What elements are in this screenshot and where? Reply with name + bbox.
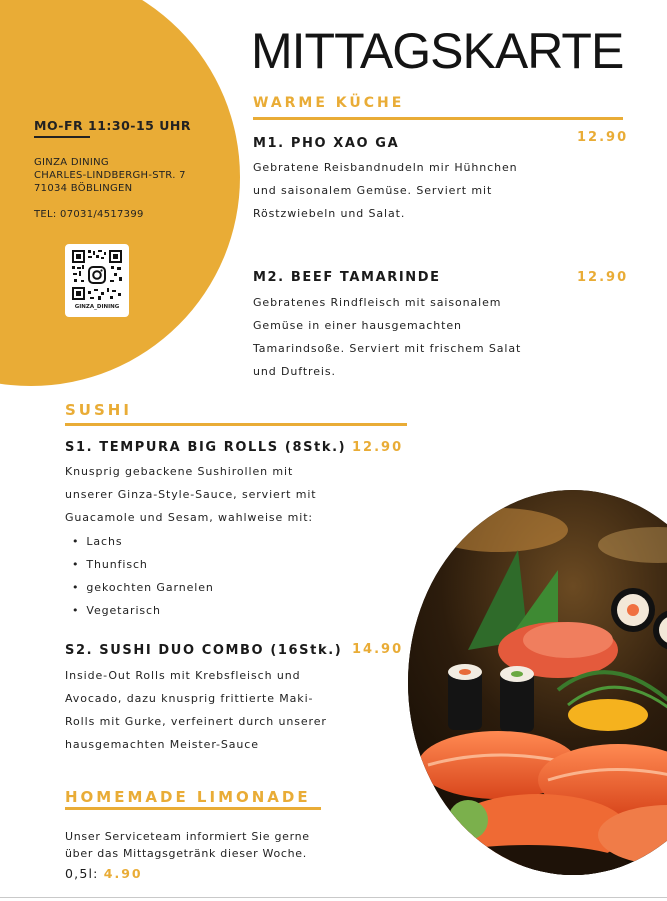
description-line: Rolls mit Gurke, verfeinert durch unserer [65,715,327,728]
item-price-m2: 12.90 [577,270,629,285]
description-line: Röstzwiebeln und Salat. [253,207,406,220]
section-heading-warme-kueche: WARME KÜCHE [253,95,405,111]
section-divider [253,117,623,120]
description-line: unserer Ginza-Style-Sauce, serviert mit [65,488,317,501]
qr-code-icon [71,249,123,301]
item-price-s2: 14.90 [352,642,404,657]
item-description-s1 [65,460,317,529]
qr-label: GINZA_DINING [74,304,120,310]
sushi-photo-illustration [408,490,667,875]
section-divider [65,807,321,810]
item-description-s2 [65,664,327,756]
restaurant-info [34,118,224,220]
page-title: MITTAGSKARTE [251,23,624,79]
section-heading-sushi: SUSHI [65,401,132,419]
description-line: Unser Serviceteam informiert Sie gerne [65,830,310,843]
option-list [72,530,214,622]
description-line: Gemüse in einer hausgemachten [253,319,462,332]
item-title-m1: M1. PHO XAO GA [253,136,400,151]
option-item: • gekochten Garnelen [72,576,214,599]
description-line: und saisonalem Gemüse. Serviert mit [253,184,493,197]
limonade-price: 4.90 [103,866,143,881]
description-line: über das Mittagsgetränk dieser Woche. [65,847,307,860]
item-title-s1: S1. TEMPURA BIG ROLLS (8Stk.) [65,440,347,455]
address-line: CHARLES-LINDBERGH-STR. 7 [34,170,186,181]
telephone: TEL: 07031/4517399 [34,209,144,220]
item-description-m1 [253,156,518,225]
description-line: Gebratenes Rindfleisch mit saisonalem [253,296,502,309]
description-line: Knusprig gebackene Sushirollen mit [65,465,294,478]
opening-hours: MO-FR 11:30-15 UHR [34,118,191,133]
sushi-photo [408,490,667,875]
option-item: • Lachs [72,530,214,553]
item-price-m1: 12.90 [577,130,629,145]
limonade-price-row [65,866,143,881]
description-line: Gebratene Reisbandnudeln mir Hühnchen [253,161,518,174]
item-price-s1: 12.90 [352,440,404,455]
option-item: • Vegetarisch [72,599,214,622]
address-line: 71034 BÖBLINGEN [34,183,133,194]
description-line: hausgemachten Meister-Sauce [65,738,259,751]
item-title-m2: M2. BEEF TAMARINDE [253,270,441,285]
hours-underline [34,136,90,138]
option-item: • Thunfisch [72,553,214,576]
instagram-icon [89,267,105,283]
item-description-m2 [253,291,521,383]
limonade-description [65,828,310,862]
description-line: und Duftreis. [253,365,336,378]
item-title-s2: S2. SUSHI DUO COMBO (16Stk.) [65,643,343,658]
bottom-divider [0,897,667,898]
address [34,156,224,195]
description-line: Avocado, dazu knusprig frittierte Maki- [65,692,314,705]
section-heading-limonade: HOMEMADE LIMONADE [65,788,311,806]
address-line: GINZA DINING [34,157,109,168]
qr-code[interactable] [65,244,129,317]
description-line: Inside-Out Rolls mit Krebsfleisch und [65,669,301,682]
limonade-size: 0,5l: [65,866,99,881]
description-line: Guacamole und Sesam, wahlweise mit: [65,511,314,524]
description-line: Tamarindsoße. Serviert mit frischem Salat [253,342,522,355]
section-divider [65,423,407,426]
